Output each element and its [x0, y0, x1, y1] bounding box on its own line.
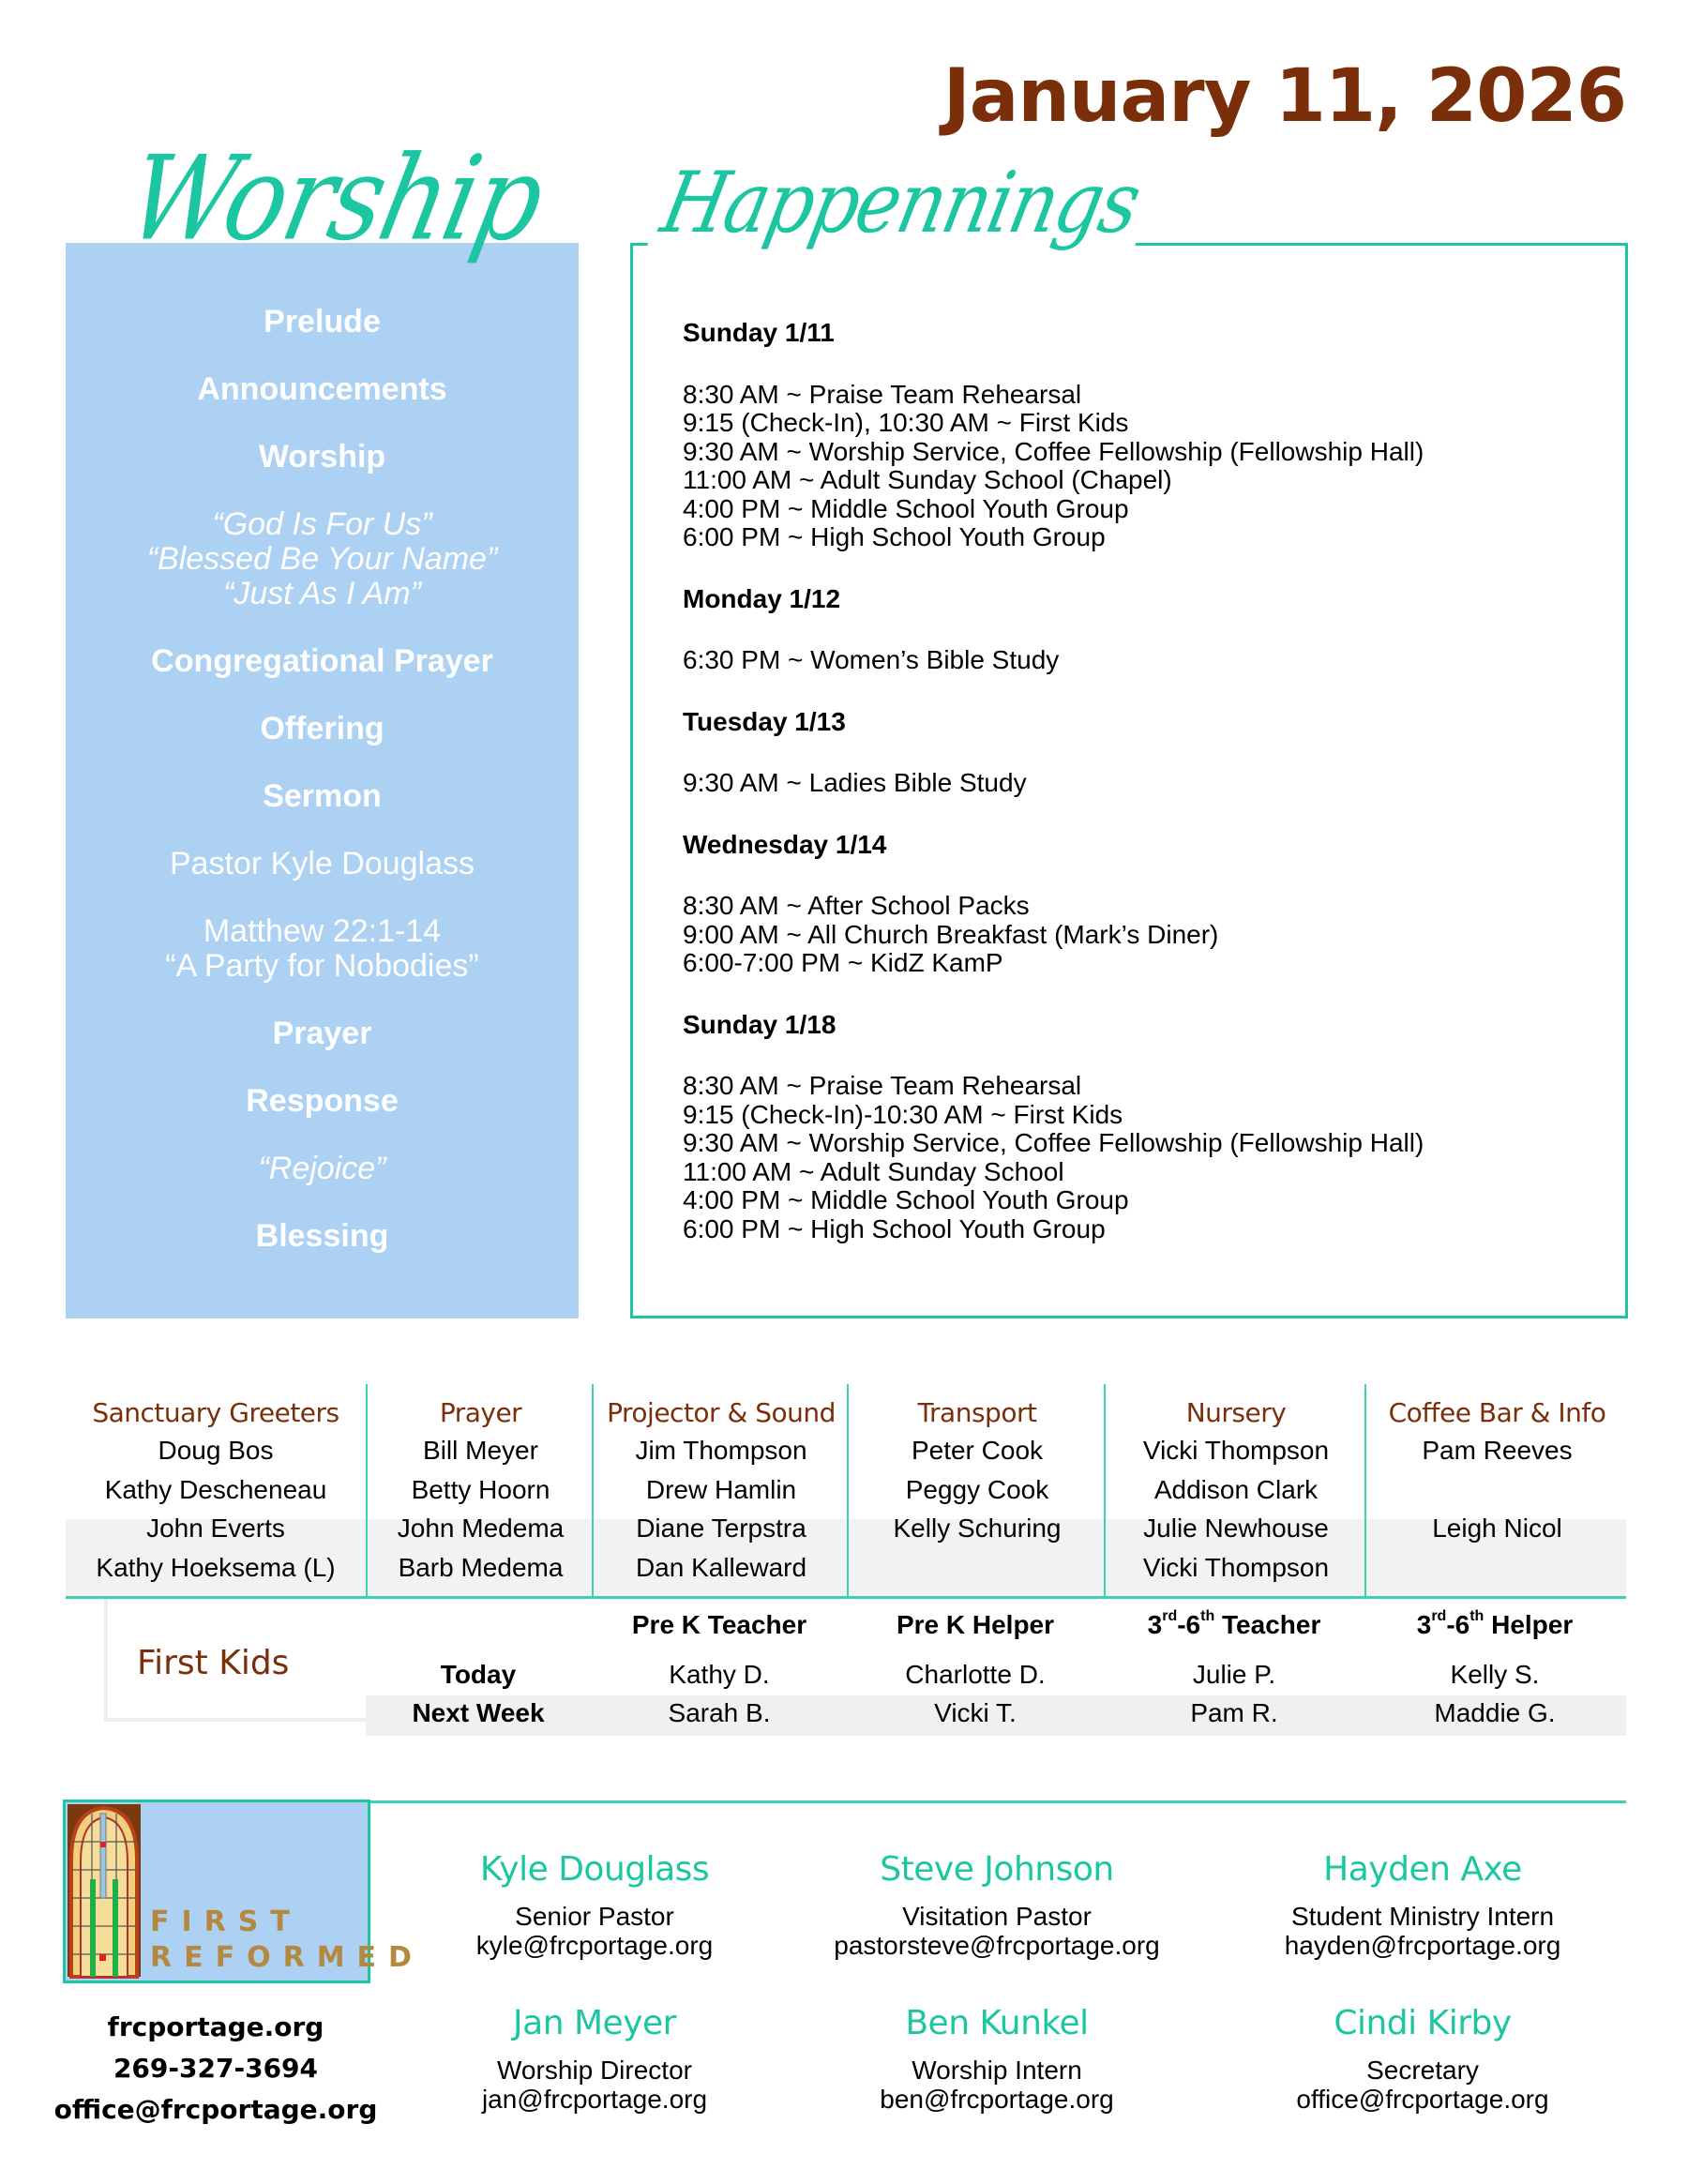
stained-glass-window-icon	[68, 1804, 141, 1977]
volunteer-name	[1366, 1548, 1628, 1588]
first-kids-role-heading	[1368, 1610, 1621, 1640]
staff-card	[379, 1849, 810, 1960]
staff-name: Steve Johnson	[880, 1850, 1114, 1889]
staff-role: Student Ministry Intern	[1290, 1902, 1555, 1931]
worship-item-line: “Blessed Be Your Name”	[146, 541, 498, 577]
volunteer-role-heading: Coffee Bar & Info	[1388, 1397, 1606, 1428]
first-kids-title: First Kids	[137, 1644, 290, 1682]
volunteer-column	[66, 1384, 366, 1596]
happenings-panel	[630, 243, 1628, 1318]
staff-card	[1207, 1849, 1638, 1960]
day-events	[683, 769, 1424, 798]
event-item: 11:00 AM ~ Adult Sunday School	[683, 1156, 1064, 1186]
volunteer-role-heading: Prayer	[439, 1397, 522, 1428]
first-kids-role-heading: Pre K Helper	[896, 1610, 1055, 1639]
volunteer-name: Julie Newhouse	[1143, 1514, 1329, 1543]
volunteer-name: Kathy Descheneau	[104, 1474, 327, 1504]
worship-item-line: Response	[246, 1083, 399, 1119]
volunteer-name: Betty Hoorn	[411, 1474, 550, 1504]
volunteer-name: Vicki Thompson	[1142, 1436, 1330, 1465]
worship-item	[66, 372, 579, 407]
day-heading: Sunday 1/18	[683, 1009, 836, 1039]
volunteer-table	[66, 1384, 1626, 1598]
role-ordinal: th	[1469, 1608, 1485, 1624]
happenings-heading: Happennings	[646, 155, 1154, 252]
worship-heading: Worship	[116, 131, 554, 267]
bulletin-date: January 11, 2026	[942, 54, 1626, 139]
staff-role: Secretary	[1366, 2056, 1479, 2085]
volunteer-name: Addison Clark	[1153, 1474, 1319, 1504]
event-item: 8:30 AM ~ Praise Team Rehearsal	[683, 1071, 1082, 1100]
event-item: 9:15 (Check-In)-10:30 AM ~ First Kids	[683, 1099, 1123, 1129]
event-item: 6:00-7:00 PM ~ KidZ KamP	[683, 948, 1003, 977]
footer-rule	[368, 1800, 1626, 1803]
staff-name: Jan Meyer	[513, 2004, 676, 2042]
day-heading: Wednesday 1/14	[683, 829, 887, 859]
volunteer-role-heading: Nursery	[1185, 1397, 1287, 1428]
worship-item-line: Congregational Prayer	[151, 643, 493, 679]
first-kids-role-heading	[1108, 1610, 1361, 1640]
volunteer-column	[1364, 1384, 1628, 1596]
staff-role: Visitation Pastor	[902, 1902, 1092, 1931]
staff-email-link[interactable]: hayden@frcportage.org	[1284, 1931, 1561, 1960]
volunteer-column	[847, 1384, 1106, 1596]
first-kids-role-heading: Pre K Teacher	[631, 1610, 807, 1639]
event-item: 6:00 PM ~ High School Youth Group	[683, 522, 1106, 551]
staff-email-link[interactable]: ben@frcportage.org	[880, 2085, 1114, 2114]
worship-item	[66, 440, 579, 474]
staff-card	[1207, 2003, 1638, 2114]
volunteer-name: Bill Meyer	[423, 1436, 538, 1465]
worship-item	[66, 644, 579, 679]
worship-item-line: Matthew 22:1-14	[203, 913, 442, 949]
worship-item-line: Sermon	[263, 778, 382, 814]
volunteer-name	[1366, 1470, 1628, 1510]
event-item: 9:30 AM ~ Ladies Bible Study	[683, 768, 1027, 797]
volunteer-role-heading: Projector & Sound	[607, 1397, 836, 1428]
volunteer-name: Leigh Nicol	[1432, 1514, 1562, 1543]
event-item: 11:00 AM ~ Adult Sunday School (Chapel)	[683, 465, 1172, 494]
worship-item	[66, 1152, 579, 1186]
staff-email-link[interactable]: jan@frcportage.org	[481, 2085, 708, 2114]
volunteer-name: Peggy Cook	[905, 1474, 1049, 1504]
role-grade-end: -6	[1446, 1610, 1470, 1639]
staff-email-link[interactable]: kyle@frcportage.org	[475, 1931, 714, 1960]
first-kids-volunteer: Sarah B.	[668, 1698, 771, 1727]
worship-item	[66, 914, 579, 984]
staff-email-link[interactable]: pastorsteve@frcportage.org	[834, 1931, 1160, 1960]
day-events	[683, 646, 1424, 675]
staff-email-link[interactable]: office@frcportage.org	[1296, 2085, 1549, 2114]
volunteer-name: Drew Hamlin	[645, 1474, 797, 1504]
worship-item-line: Worship	[258, 439, 386, 474]
volunteer-role-heading: Transport	[917, 1397, 1037, 1428]
role-ordinal: rd	[1431, 1608, 1447, 1624]
worship-order-list	[66, 243, 579, 1254]
worship-item-line: Prayer	[272, 1016, 372, 1051]
staff-role: Worship Intern	[912, 2056, 1082, 2085]
logo-text-first: FIRST	[150, 1905, 302, 1938]
website-link[interactable]: frcportage.org	[107, 2011, 324, 2042]
volunteer-name: Jim Thompson	[635, 1436, 807, 1465]
first-kids-volunteer: Pam R.	[1190, 1698, 1278, 1727]
first-kids-volunteer: Charlotte D.	[905, 1660, 1046, 1689]
worship-item-line: Pastor Kyle Douglass	[169, 846, 475, 881]
event-item: 9:30 AM ~ Worship Service, Coffee Fellowship (Fellowship Hall)	[683, 436, 1424, 466]
worship-item-line: “Just As I Am”	[223, 576, 421, 611]
worship-item-line: Offering	[260, 711, 384, 746]
worship-item-line: Blessing	[255, 1218, 389, 1254]
staff-card	[379, 2003, 810, 2114]
worship-item-line: Prelude	[264, 304, 381, 339]
office-email-link[interactable]: office@frcportage.org	[53, 2094, 378, 2125]
volunteer-name: Kelly Schuring	[893, 1514, 1062, 1543]
volunteer-name: Vicki Thompson	[1142, 1552, 1330, 1582]
staff-name: Kyle Douglass	[479, 1850, 710, 1889]
day-events	[683, 381, 1424, 552]
event-item: 8:30 AM ~ After School Packs	[683, 891, 1030, 920]
worship-item-line: “A Party for Nobodies”	[165, 948, 479, 984]
volunteer-name: Diane Terpstra	[636, 1514, 806, 1543]
phone-number: 269-327-3694	[113, 2053, 319, 2084]
volunteer-column	[366, 1384, 594, 1596]
first-kids-volunteer: Maddie G.	[1434, 1698, 1556, 1727]
worship-item	[66, 305, 579, 339]
staff-card	[781, 2003, 1213, 2114]
event-item: 6:30 PM ~ Women’s Bible Study	[683, 645, 1060, 674]
volunteer-name: John Medema	[397, 1514, 565, 1543]
role-ordinal: th	[1200, 1608, 1215, 1624]
first-kids-volunteer: Vicki T.	[934, 1698, 1017, 1727]
volunteer-name: Peter Cook	[911, 1436, 1044, 1465]
volunteer-column	[1104, 1384, 1366, 1596]
first-kids-volunteer: Kathy D.	[669, 1660, 770, 1689]
volunteer-column	[592, 1384, 849, 1596]
staff-card	[781, 1849, 1213, 1960]
staff-name: Cindi Kirby	[1334, 2004, 1512, 2042]
volunteer-name: Doug Bos	[158, 1436, 274, 1465]
event-item: 9:30 AM ~ Worship Service, Coffee Fellowship (Fellowship Hall)	[683, 1128, 1424, 1157]
worship-item-line: “Rejoice”	[258, 1151, 386, 1186]
happenings-list	[683, 319, 1424, 1276]
event-item: 4:00 PM ~ Middle School Youth Group	[683, 493, 1129, 523]
staff-role: Senior Pastor	[515, 1902, 674, 1931]
worship-item	[66, 1084, 579, 1119]
role-title: Helper	[1484, 1610, 1574, 1639]
worship-item	[66, 1219, 579, 1254]
day-heading: Sunday 1/11	[683, 318, 835, 347]
day-events	[683, 1072, 1424, 1243]
role-title: Teacher	[1214, 1610, 1321, 1639]
event-item: 9:00 AM ~ All Church Breakfast (Mark’s Diner)	[683, 919, 1219, 949]
first-kids-row-label: Next Week	[412, 1698, 545, 1727]
role-grade-end: -6	[1177, 1610, 1201, 1639]
worship-item-line: Announcements	[197, 371, 447, 407]
day-heading: Tuesday 1/13	[683, 706, 846, 736]
staff-role: Worship Director	[497, 2056, 692, 2085]
first-kids-volunteer: Kelly S.	[1450, 1660, 1540, 1689]
staff-name: Ben Kunkel	[905, 2004, 1089, 2042]
volunteer-name: Pam Reeves	[1422, 1436, 1573, 1465]
volunteer-name: Barb Medema	[398, 1552, 564, 1582]
role-grade-start: 3	[1416, 1610, 1432, 1639]
role-grade-start: 3	[1147, 1610, 1163, 1639]
worship-item	[66, 847, 579, 881]
worship-item	[66, 712, 579, 746]
first-kids-row-label: Today	[440, 1660, 517, 1689]
event-item: 9:15 (Check-In), 10:30 AM ~ First Kids	[683, 408, 1129, 437]
event-item: 8:30 AM ~ Praise Team Rehearsal	[683, 379, 1082, 409]
church-logo	[63, 1800, 424, 1983]
volunteer-role-heading: Sanctuary Greeters	[92, 1397, 339, 1428]
day-heading: Monday 1/12	[683, 583, 841, 613]
role-ordinal: rd	[1162, 1608, 1178, 1624]
first-kids-volunteer: Julie P.	[1192, 1660, 1276, 1689]
worship-item-line: “God Is For Us”	[212, 506, 432, 542]
volunteer-name: Kathy Hoeksema (L)	[96, 1552, 336, 1582]
volunteer-name	[849, 1548, 1106, 1588]
event-item: 4:00 PM ~ Middle School Youth Group	[683, 1185, 1129, 1214]
worship-order-panel	[66, 243, 579, 1318]
logo-text-reformed: REFORMED	[150, 1941, 424, 1974]
worship-item	[66, 779, 579, 814]
volunteer-name: Dan Kalleward	[635, 1552, 807, 1582]
worship-item	[66, 1017, 579, 1051]
worship-item	[66, 507, 579, 611]
event-item: 6:00 PM ~ High School Youth Group	[683, 1213, 1106, 1243]
volunteer-name: John Everts	[146, 1514, 285, 1543]
day-events	[683, 892, 1424, 978]
staff-name: Hayden Axe	[1323, 1850, 1522, 1889]
